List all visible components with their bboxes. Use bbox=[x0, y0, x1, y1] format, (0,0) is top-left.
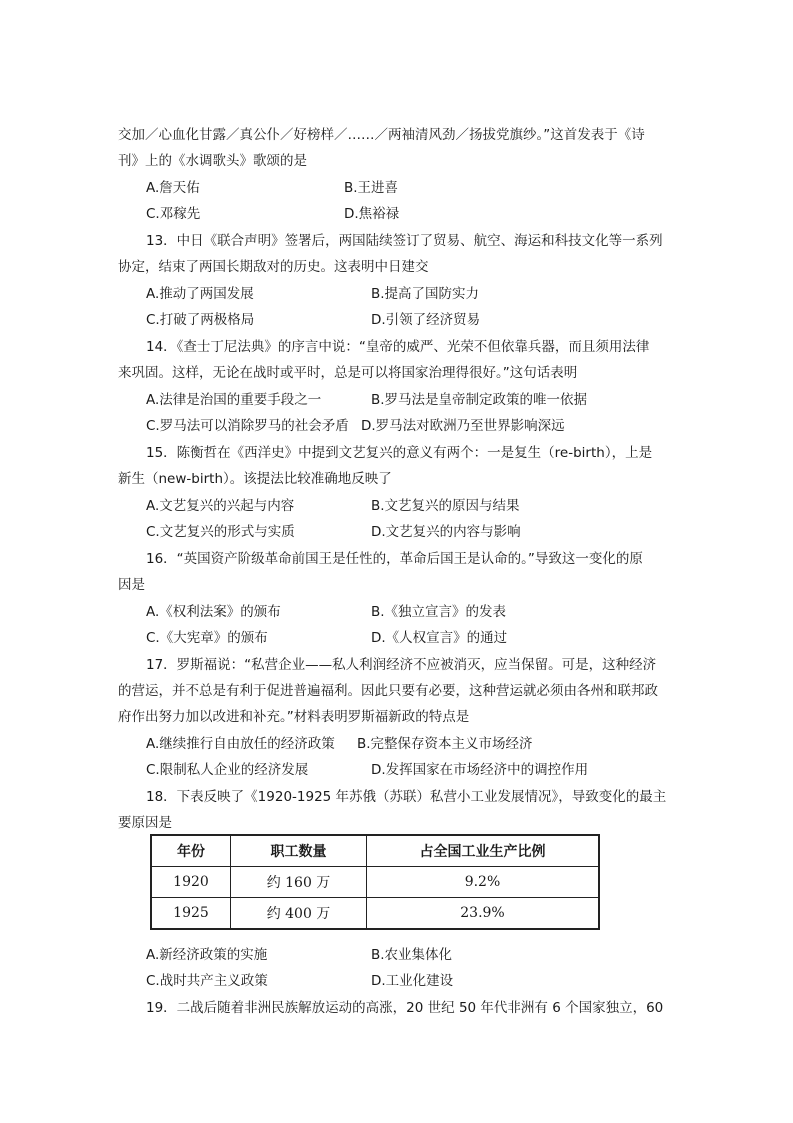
q12-option-d: D.焦裕禄 bbox=[344, 206, 400, 222]
table-header-cell: 年份 bbox=[151, 835, 231, 867]
q18-option-d: D.工业化建设 bbox=[371, 973, 454, 989]
q19-line1: 19．二战后随着非洲民族解放运动的高涨，20 世纪 50 年代非洲有 6 个国家独立，60 bbox=[146, 1000, 664, 1016]
table-header-cell: 占全国工业生产比例 bbox=[367, 835, 600, 867]
table-row bbox=[151, 867, 599, 898]
q12-option-c: C.邓稼先 bbox=[146, 206, 201, 222]
table-cell: 9.2% bbox=[367, 867, 600, 898]
table-cell: 1925 bbox=[151, 898, 231, 930]
q17-line2: 的营运，并不总是有利于促进普遍福利。因此只要有必要，这种营运就必须由各州和联邦政 bbox=[118, 683, 658, 699]
q13-line1: 13．中日《联合声明》签署后，两国陆续签订了贸易、航空、海运和科技文化等一系列 bbox=[146, 233, 663, 249]
q14-option-d: D.罗马法对欧洲乃至世界影响深远 bbox=[361, 418, 565, 434]
table-header-cell: 职工数量 bbox=[231, 835, 367, 867]
q17-option-a: A.继续推行自由放任的经济政策 bbox=[146, 736, 335, 752]
q13-option-a: A.推动了两国发展 bbox=[146, 286, 254, 302]
table-cell: 约 160 万 bbox=[231, 867, 367, 898]
q12-line1: 交加／心血化甘露／真公仆／好榜样／……／两袖清风劲／扬拔党旗纱。”这首发表于《诗 bbox=[118, 127, 645, 143]
q15-option-d: D.文艺复兴的内容与影响 bbox=[371, 524, 521, 540]
table-row bbox=[151, 898, 599, 930]
q16-line2: 因是 bbox=[118, 577, 145, 593]
q18-option-c: C.战时共产主义政策 bbox=[146, 973, 268, 989]
q15-option-c: C.文艺复兴的形式与实质 bbox=[146, 524, 295, 540]
q16-option-c: C.《大宪章》的颁布 bbox=[146, 630, 268, 646]
q18-line2: 要原因是 bbox=[118, 815, 172, 831]
q14-option-a: A.法律是治国的重要手段之一 bbox=[146, 392, 322, 408]
q14-option-b: B.罗马法是皇帝制定政策的唯一依据 bbox=[371, 392, 588, 408]
q17-line3: 府作出努力加以改进和补充。”材料表明罗斯福新政的特点是 bbox=[118, 709, 470, 725]
q17-option-c: C.限制私人企业的经济发展 bbox=[146, 762, 309, 778]
q14-line1: 14．《查士丁尼法典》的序言中说：“皇帝的威严、光荣不但依靠兵器，而且须用法律 bbox=[146, 339, 650, 355]
q13-option-b: B.提高了国防实力 bbox=[371, 286, 480, 302]
table-header-row bbox=[151, 835, 599, 867]
q12-option-b: B.王进喜 bbox=[344, 180, 399, 196]
q12-option-a: A.詹天佑 bbox=[146, 180, 200, 196]
q16-option-b: B.《独立宣言》的发表 bbox=[371, 604, 507, 620]
q18-option-a: A.新经济政策的实施 bbox=[146, 947, 268, 963]
industry-table bbox=[150, 834, 600, 930]
q15-line1: 15．陈衡哲在《西洋史》中提到文艺复兴的意义有两个：一是复生（re-birth），上是 bbox=[146, 445, 653, 461]
table-cell: 约 400 万 bbox=[231, 898, 367, 930]
q14-line2: 来巩固。这样，无论在战时或平时，总是可以将国家治理得很好。”这句话表明 bbox=[118, 365, 578, 381]
q17-option-b: B.完整保存资本主义市场经济 bbox=[357, 736, 533, 752]
q17-option-d: D.发挥国家在市场经济中的调控作用 bbox=[371, 762, 589, 778]
q14-option-c: C.罗马法可以消除罗马的社会矛盾 bbox=[146, 418, 349, 434]
q15-option-b: B.文艺复兴的原因与结果 bbox=[371, 498, 520, 514]
q12-line2: 刊》上的《水调歌头》歌颂的是 bbox=[118, 153, 307, 169]
q15-line2: 新生（new-birth）。该提法比较准确地反映了 bbox=[118, 471, 392, 487]
q15-option-a: A.文艺复兴的兴起与内容 bbox=[146, 498, 295, 514]
q16-option-a: A.《权利法案》的颁布 bbox=[146, 604, 281, 620]
table-cell: 23.9% bbox=[367, 898, 600, 930]
q17-line1: 17．罗斯福说：“私营企业——私人利润经济不应被消灭，应当保留。可是，这种经济 bbox=[146, 657, 657, 673]
q16-line1: 16．“英国资产阶级革命前国王是任性的，革命后国王是认命的。”导致这一变化的原 bbox=[146, 551, 643, 567]
q18-line1: 18．下表反映了《1920-1925 年苏俄（苏联）私营小工业发展情况》，导致变化的最主 bbox=[146, 789, 667, 805]
q16-option-d: D.《人权宣言》的通过 bbox=[371, 630, 508, 646]
q13-option-c: C.打破了两极格局 bbox=[146, 312, 255, 328]
q13-option-d: D.引领了经济贸易 bbox=[371, 312, 481, 328]
q13-line2: 协定，结束了两国长期敌对的历史。这表明中日建交 bbox=[118, 259, 429, 275]
q18-option-b: B.农业集体化 bbox=[371, 947, 453, 963]
table-cell: 1920 bbox=[151, 867, 231, 898]
